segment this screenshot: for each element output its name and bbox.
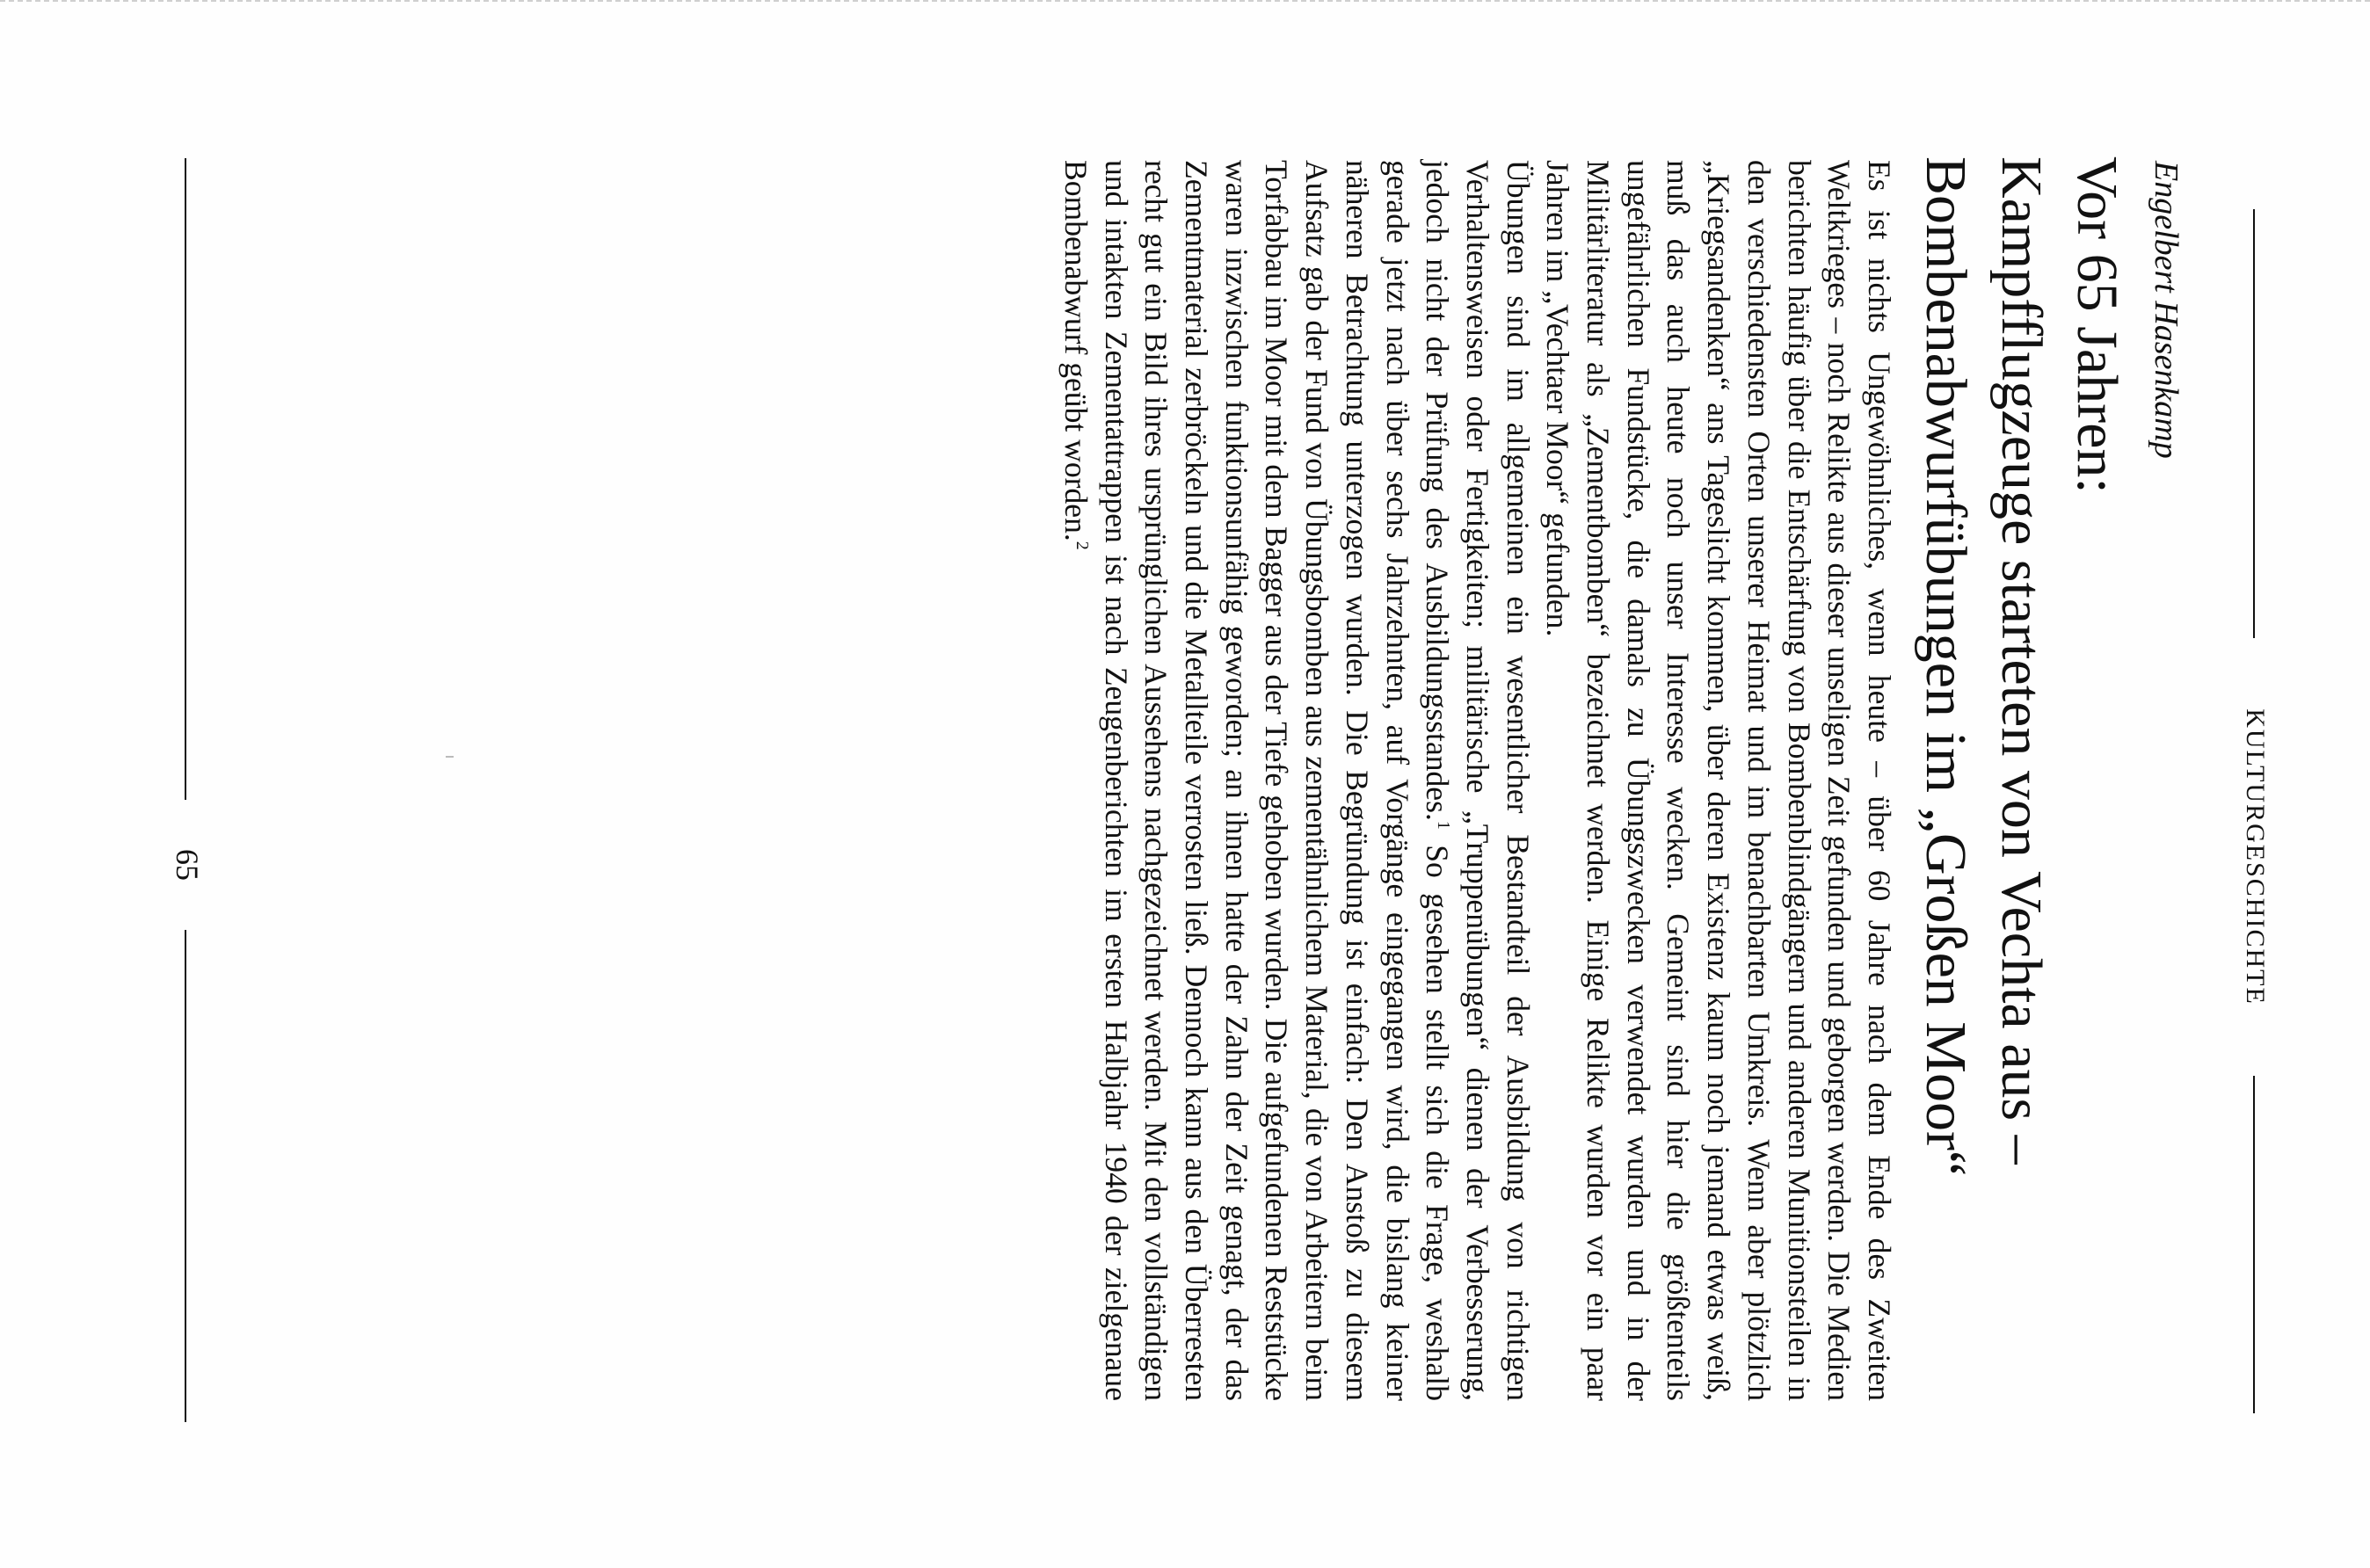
body-paragraph-2-part-a: Übungen sind im allgemeinen ein wesentlicher Bestandteil der Ausbildung von richtigen Verhaltensweisen oder Fertigkeiten; militärische „Truppenübungen“ dienen der Verbesserung, jedoch nicht der Prüfung des Ausbildungsstandes. [1420,160,1536,1401]
article-author: Engelbert Hasenkamp [2148,161,2185,459]
body-paragraph-2 [1055,160,1537,1401]
body-paragraph-1: Es ist nichts Ungewöhnliches, wenn heute – über 60 Jahre nach dem Ende des Zweiten Weltkrieges – noch Relikte aus dieser unseligen Zeit gefunden und geborgen werden. Die Medien berichten häufig über die Entschärfung von Bombenblindgängern und anderen Munitionsteilen in den verschiedensten Orten unserer Heimat und im benachbarten Umkreis. Wenn aber plötzlich „Kriegsandenken“ ans Tageslicht kommen, über deren Existenz kaum noch jemand etwas weiß, muß das auch heute noch unser Interesse wecken. Gemeint sind hier die größtenteils ungefährlichen Fundstücke, die damals zu Übungszwecken verwendet wurden und in der Militärliteratur als „Zementbomben“ bezeichnet werden. Einige Relikte wurden vor ein paar Jahren im „Vechtaer Moor“ gefunden. [1540,160,1897,1401]
header-rule-right [2253,1076,2255,1413]
page-number: 65 [170,849,205,881]
footnote-marker-1: 1 [1434,820,1454,830]
footer-rule-right [185,930,186,1422]
section-header: KULTURGESCHICHTE [2241,708,2270,1005]
title-line-1: Vor 65 Jahren: [2065,156,2129,494]
article-title [1908,156,2134,1528]
body-paragraph-2-part-b: So gesehen stellt sich die Frage, weshalb gerade jetzt nach über sechs Jahrzehnten, auf Vorgänge eingegangen wird, die bislang keiner näheren Betrachtung unterzogen wurden. Die Begründung ist einfach: Den Anstoß zu diesem Aufsatz gab der Fund von Übungsbomben aus zementähnlichem Material, die von Arbeitern beim Torfabbau im Moor mit dem Bagger aus der Tiefe gehoben wurden. Die aufgefundenen Reststücke waren inzwischen funktionsunfähig geworden; an ihnen hatte der Zahn der Zeit genagt, der das Zementmaterial zerbröckeln und die Metallteile verrosten ließ. Dennoch kann aus den Überresten recht gut ein Bild ihres ursprünglichen Aussehens nachgezeichnet werden. Mit den vollständigen und intakten Zementattrappen ist nach Zeugenberichten im ersten Halbjahr 1940 der zielgenaue Bombenabwurf geübt worden. [1058,160,1456,1401]
title-line-2: Kampfflugzeuge starteten von Vechta aus – [1989,156,2054,1165]
article-body [1055,160,1899,1401]
title-line-3: Bombenabwurfübungen im „Großen Moor“ [1914,156,1978,1177]
scan-speck [446,756,454,758]
header-rule-left [2253,209,2255,638]
footnote-marker-2: 2 [1072,541,1092,550]
footer-rule-left [185,158,186,800]
scan-edge-artifact [0,0,2370,7]
